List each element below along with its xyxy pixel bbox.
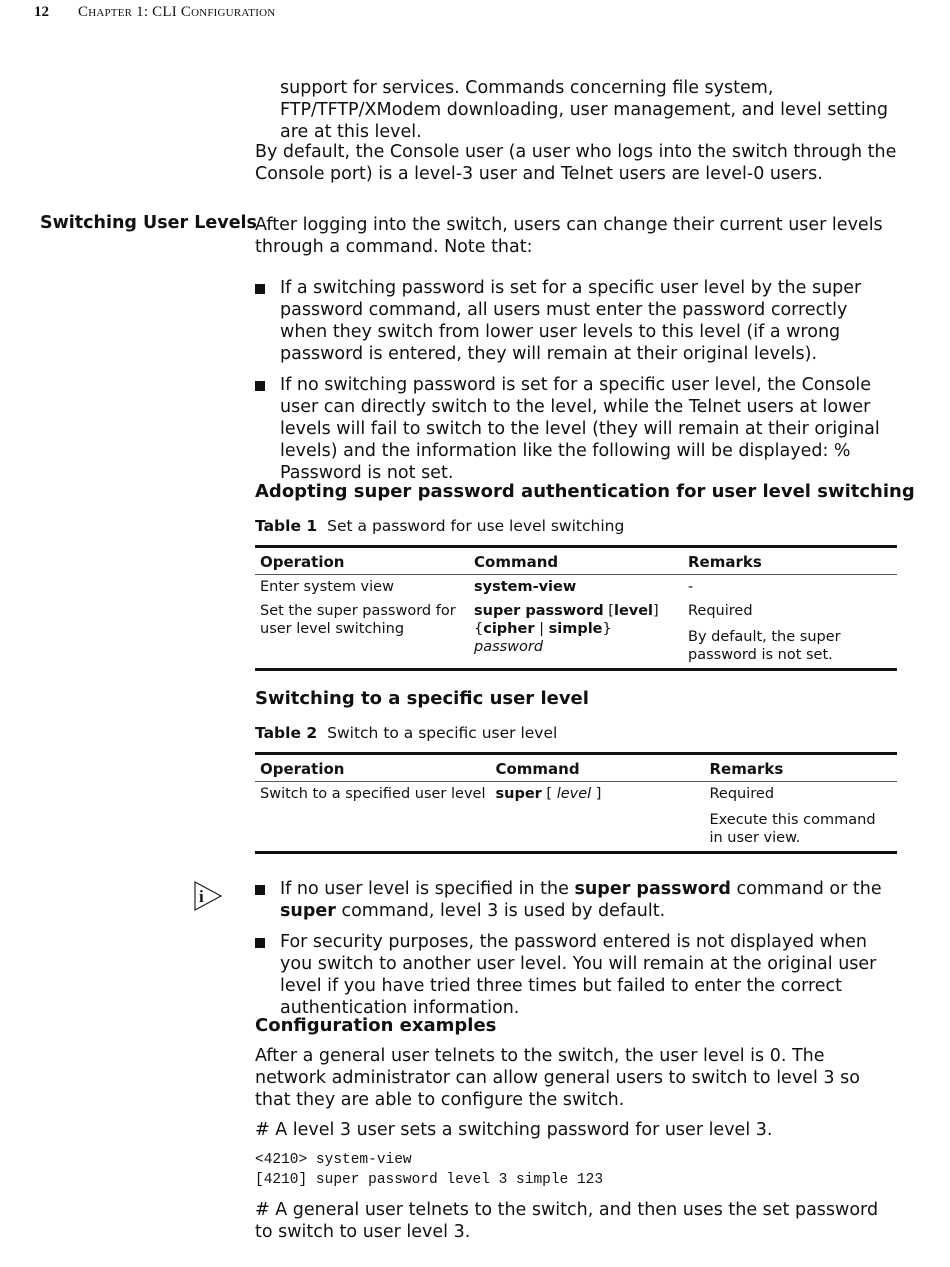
remarks-cell bbox=[683, 599, 897, 670]
table-row bbox=[255, 599, 897, 670]
command-keyword: super bbox=[495, 786, 542, 802]
running-header bbox=[34, 4, 275, 24]
chapter-title: Chapter 1: CLI Configuration bbox=[78, 4, 276, 20]
command-cell bbox=[469, 599, 683, 670]
command-argument: level bbox=[556, 786, 592, 802]
note-text: For security purposes, the password entered is not displayed when you switch to another user level. You will remain at the original user level if you have tried three times but failed to enter the correct authentication information. bbox=[280, 932, 877, 1018]
subsection-heading: Adopting super password authentication for user level switching bbox=[255, 481, 915, 502]
note-text: If no user level is specified in the super password command or the super command, level 3 is used by default. bbox=[280, 879, 882, 921]
example-comment: # A level 3 user sets a switching password for user level 3. bbox=[255, 1120, 773, 1140]
command-bracket: [ bbox=[603, 603, 614, 619]
column-header-command: Command bbox=[469, 547, 683, 575]
table-caption bbox=[255, 517, 624, 535]
command-separator: | bbox=[534, 621, 549, 637]
code-line: <4210> system-view bbox=[255, 1152, 412, 1168]
table-caption bbox=[255, 724, 557, 742]
table-header-row bbox=[255, 754, 897, 782]
default-user-level-paragraph: By default, the Console user (a user who logs into the switch through the Console port) is a level-3 user and Telnet users are level-0 users. bbox=[255, 142, 897, 184]
page-number: 12 bbox=[34, 4, 49, 20]
command-keyword: cipher bbox=[483, 621, 535, 637]
code-block bbox=[255, 1150, 603, 1190]
table-row bbox=[255, 575, 897, 600]
note-list-item bbox=[255, 878, 900, 922]
switch-level-table bbox=[255, 752, 897, 854]
command-keyword: system-view bbox=[474, 579, 577, 595]
table-title: Switch to a specific user level bbox=[327, 724, 558, 742]
command-cell bbox=[469, 575, 683, 600]
example-comment: # A general user telnets to the switch, and then uses the set password to switch to user level 3. bbox=[255, 1200, 879, 1242]
column-header-command: Command bbox=[490, 754, 704, 782]
remarks-cell bbox=[704, 782, 897, 853]
bullet-text: If no switching password is set for a specific user level, the Console user can directly switch to the level, while the Telnet users at lower levels will fail to switch to the level (they will remain at their original levels) and the information like the following will be displayed: % Password is not set. bbox=[280, 375, 880, 483]
subsection-heading: Switching to a specific user level bbox=[255, 688, 589, 709]
table-label: Table 2 bbox=[255, 724, 318, 742]
command-keyword: level bbox=[613, 603, 654, 619]
table-label: Table 1 bbox=[255, 517, 318, 535]
command-cell bbox=[490, 782, 704, 853]
bullet-marker bbox=[255, 938, 265, 948]
column-header-remarks: Remarks bbox=[683, 547, 897, 575]
section-side-heading: Switching User Levels bbox=[40, 213, 257, 233]
remark-text: - bbox=[688, 579, 694, 595]
bullet-marker bbox=[255, 381, 265, 391]
command-bracket: } bbox=[602, 621, 612, 637]
info-note-icon bbox=[193, 880, 223, 912]
intro-continued-paragraph: support for services. Commands concerning file system, FTP/TFTP/XModem downloading, user management, and level setting are at this level. bbox=[280, 78, 888, 142]
list-item bbox=[255, 277, 900, 365]
bullet-text: If a switching password is set for a specific user level by the super password command, all users must enter the password correctly when they switch from lower user levels to this level (if a wrong password is entered, they will remain at their original levels). bbox=[280, 278, 862, 364]
note-list-item bbox=[255, 931, 900, 1019]
command-bracket: [ bbox=[541, 786, 557, 802]
command-keyword: super password bbox=[574, 879, 731, 899]
operation-cell: Set the super password for user level switching bbox=[255, 599, 469, 670]
column-header-remarks: Remarks bbox=[704, 754, 897, 782]
operation-cell: Enter system view bbox=[260, 579, 394, 595]
table-row bbox=[255, 782, 897, 853]
operation-cell: Switch to a specified user level bbox=[255, 782, 490, 853]
list-item bbox=[255, 374, 900, 484]
remarks-cell bbox=[683, 575, 897, 600]
section-lead-paragraph: After logging into the switch, users can change their current user levels through a command. Note that: bbox=[255, 215, 883, 257]
table-title: Set a password for use level switching bbox=[327, 517, 625, 535]
command-bracket: ] bbox=[591, 786, 602, 802]
command-keyword: simple bbox=[548, 621, 603, 637]
remark-text: By default, the super password is not set. bbox=[688, 629, 841, 663]
bullet-marker bbox=[255, 885, 265, 895]
table-header-row bbox=[255, 547, 897, 575]
command-bracket: ] bbox=[653, 603, 659, 619]
bullet-marker bbox=[255, 284, 265, 294]
info-glyph: i bbox=[199, 887, 204, 906]
command-argument: password bbox=[474, 639, 544, 655]
command-keyword: super bbox=[280, 901, 336, 921]
remark-text: Required bbox=[688, 603, 753, 619]
column-header-operation: Operation bbox=[255, 754, 490, 782]
code-line: [4210] super password level 3 simple 123 bbox=[255, 1172, 604, 1188]
examples-paragraph: After a general user telnets to the switch, the user level is 0. The network administrator can allow general users to switch to level 3 so that they are able to configure the switch. bbox=[255, 1046, 860, 1110]
remark-text: Execute this command in user view. bbox=[709, 812, 876, 846]
column-header-operation: Operation bbox=[255, 547, 469, 575]
password-config-table bbox=[255, 545, 897, 671]
examples-heading: Configuration examples bbox=[255, 1015, 497, 1036]
command-keyword: super password bbox=[474, 603, 604, 619]
remark-text: Required bbox=[709, 786, 775, 802]
command-bracket: { bbox=[474, 621, 484, 637]
